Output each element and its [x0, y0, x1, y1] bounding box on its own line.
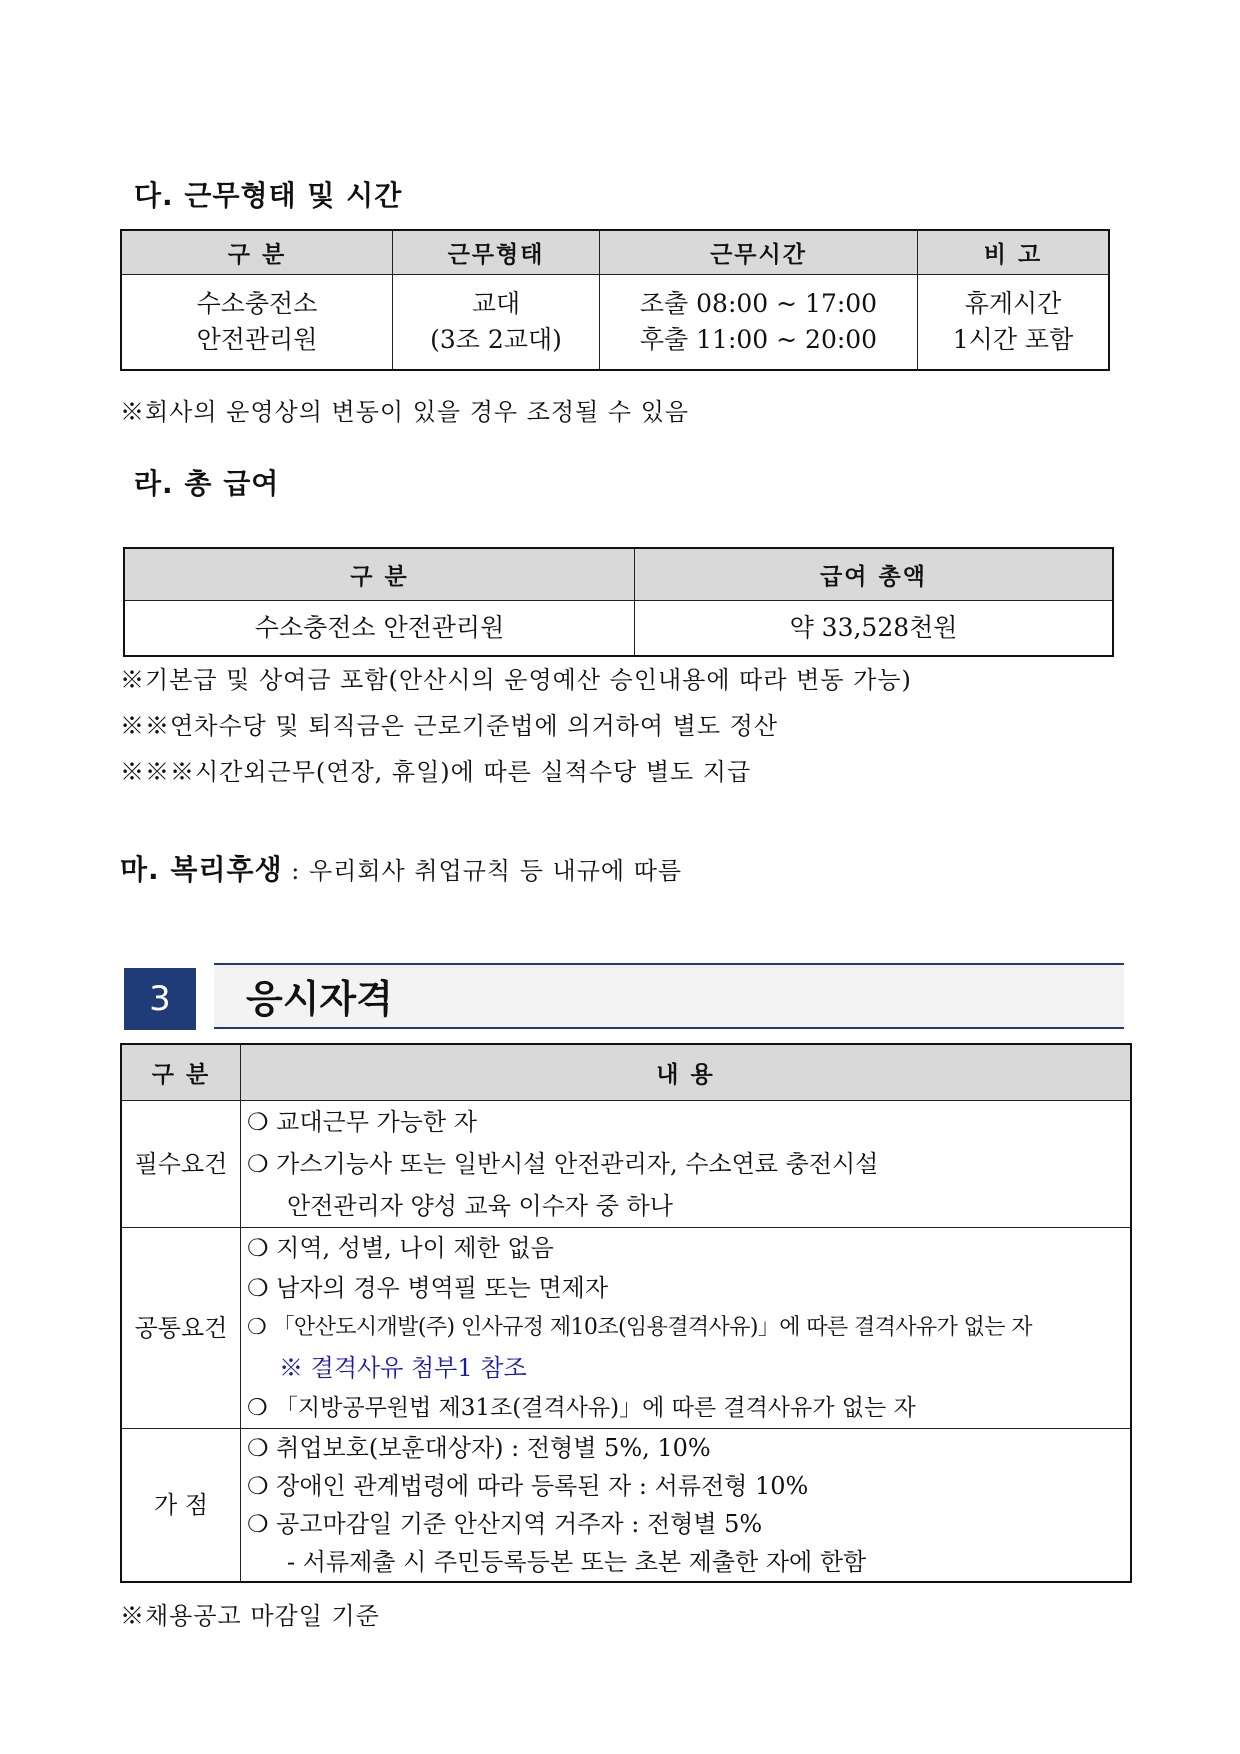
list-item: 안전관리자 양성 교육 이수자 중 하나 [287, 1191, 673, 1220]
section-heading-salary: 라. 총 급여 [134, 467, 280, 500]
salary-note-2: ※※연차수당 및 퇴직금은 근로기준법에 의거하여 별도 정산 [120, 712, 779, 740]
qual-header-category: 구 분 [121, 1044, 241, 1100]
list-item: ❍ 「지방공무원법 제31조(결격사유)」에 따른 결격사유가 없는 자 [247, 1394, 916, 1421]
salary-cell-position: 수소충전소 안전관리원 [124, 600, 635, 656]
cell-position: 수소충전소 안전관리원 [121, 274, 393, 370]
qual-header-content: 내 용 [241, 1044, 1132, 1100]
work-hours-table [120, 229, 1110, 371]
qual-label-required: 필수요건 [121, 1100, 241, 1227]
list-item: ❍ 지역, 성별, 나이 제한 없음 [247, 1233, 554, 1262]
list-item: - 서류제출 시 주민등록등본 또는 초본 제출한 자에 한함 [287, 1547, 867, 1576]
list-item: ❍ 가스기능사 또는 일반시설 안전관리자, 수소연료 충전시설 [247, 1149, 879, 1178]
qual-label-common: 공통요건 [121, 1227, 241, 1428]
cell-remarks: 휴게시간 1시간 포함 [918, 274, 1110, 370]
list-item: ❍ 공고마감일 기준 안산지역 거주자 : 전형별 5% [247, 1509, 763, 1538]
salary-table [123, 547, 1114, 657]
qual-label-bonus: 가 점 [121, 1428, 241, 1582]
list-item: ❍ 교대근무 가능한 자 [247, 1107, 477, 1136]
cell-shift: 교대 (3조 2교대) [393, 274, 600, 370]
list-item: ❍ 장애인 관계법령에 따라 등록된 자 : 서류전형 10% [247, 1471, 809, 1500]
header-work-type: 근무형태 [393, 230, 600, 274]
section-heading-welfare: 마. 복리후생 [120, 853, 283, 886]
section-title: 응시자격 [246, 977, 393, 1021]
qual-content-bonus [241, 1428, 1132, 1582]
list-item: ❍ 남자의 경우 병역필 또는 면제자 [247, 1273, 609, 1302]
section-heading-work-type: 다. 근무형태 및 시간 [134, 179, 403, 212]
list-item: ❍ 「안산도시개발(주) 인사규정 제10조(임용결격사유)」에 따른 결격사유가 없는 자 [247, 1314, 1032, 1340]
salary-note-3: ※※※시간외근무(연장, 휴일)에 따른 실적수당 별도 지급 [120, 758, 752, 786]
welfare-line [120, 848, 682, 888]
qual-content-required [241, 1100, 1132, 1227]
qualification-table [120, 1043, 1132, 1583]
reference-note: ※ 결격사유 첨부1 참조 [279, 1353, 527, 1382]
salary-note-1: ※기본급 및 상여금 포함(안산시의 운영예산 승인내용에 따라 변동 가능) [120, 666, 912, 694]
list-item: ❍ 취업보호(보훈대상자) : 전형별 5%, 10% [247, 1433, 711, 1462]
header-work-hours: 근무시간 [600, 230, 918, 274]
section-number-badge: 3 [124, 968, 196, 1030]
header-category: 구 분 [121, 230, 393, 274]
qualification-note: ※채용공고 마감일 기준 [120, 1602, 380, 1630]
work-hours-note: ※회사의 운영상의 변동이 있을 경우 조정될 수 있음 [120, 398, 690, 426]
salary-header-category: 구 분 [124, 548, 635, 600]
header-remarks: 비 고 [918, 230, 1110, 274]
cell-hours: 조출 08:00 ~ 17:00 후출 11:00 ~ 20:00 [600, 274, 918, 370]
qual-content-common [241, 1227, 1132, 1428]
welfare-text: : 우리회사 취업규칙 등 내규에 따름 [282, 857, 683, 885]
salary-cell-amount: 약 33,528천원 [635, 600, 1114, 656]
salary-header-total: 급여 총액 [635, 548, 1114, 600]
